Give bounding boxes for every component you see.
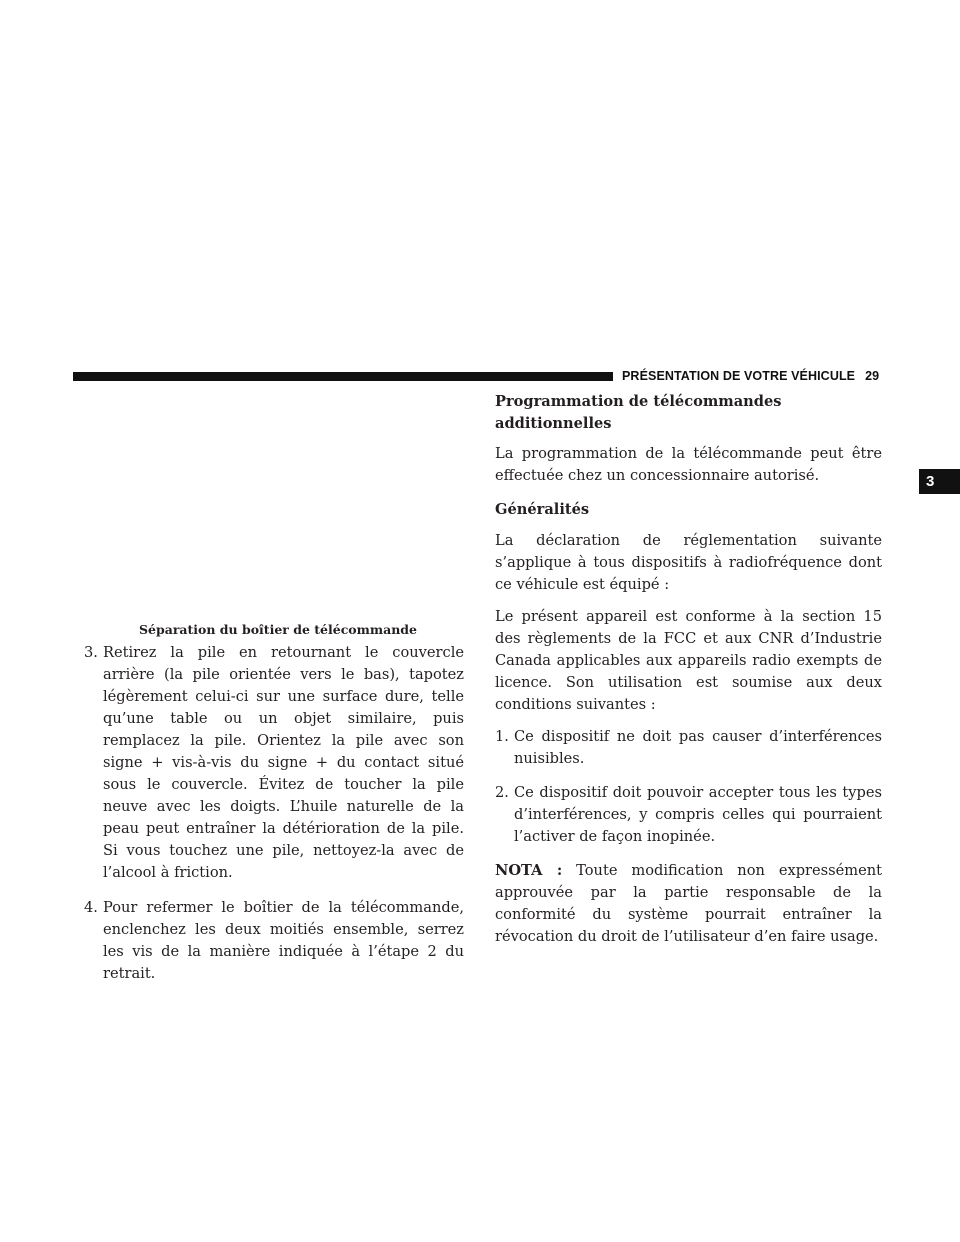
- header-rule: [73, 372, 613, 381]
- note-text: Toute modification non expressément approuvée par la partie responsable de la conformité du système pourrait entraîner la révocation du droit de l’utilisateur d’en faire usage.: [495, 862, 883, 945]
- paragraph: Le présent appareil est conforme à la section 15 des règlements de la FCC et aux CNR d’Industrie Canada applicables aux appareils radio exempts de licence. Son utilisation est soumise aux deux conditions suivantes :: [495, 608, 882, 713]
- list-item-text: Ce dispositif ne doit pas causer d’interférences nuisibles.: [514, 728, 882, 767]
- list-item: [84, 642, 464, 884]
- note-label: NOTA :: [495, 862, 563, 879]
- chapter-tab: 3: [919, 469, 960, 494]
- section-heading: Programmation de télécommandes additionnelles: [495, 393, 782, 432]
- section-heading: Généralités: [495, 501, 590, 518]
- paragraph: La programmation de la télécommande peut être effectuée chez un concessionnaire autorisé.: [495, 445, 882, 484]
- list-item-text: Pour refermer le boîtier de la télécommande, enclenchez les deux moitiés ensemble, serrez les vis de la manière indiquée à l’étape 2 du retrait.: [103, 899, 464, 982]
- running-header: [622, 368, 879, 384]
- left-column: [84, 622, 464, 985]
- paragraph: La déclaration de réglementation suivante s’applique à tous dispositifs à radiofréquence dont ce véhicule est équipé :: [495, 532, 882, 593]
- note-paragraph: [495, 860, 882, 948]
- header-title: PRÉSENTATION DE VOTRE VÉHICULE: [622, 369, 856, 383]
- list-item-text: Retirez la pile en retournant le couvercle arrière (la pile orientée vers le bas), tapotez légèrement celui-ci sur une surface dure, telle qu’une table ou un objet similaire, puis remplacez la pile. Orientez la pile avec son signe + vis-à-vis du signe + du contact situé sous le couvercle. Évitez de toucher la pile neuve avec les doigts. L’huile naturelle de la peau peut entraîner la détérioration de la pile. Si vous touchez une pile, nettoyez-la avec de l’alcool à friction.: [103, 644, 464, 881]
- figure-caption: Séparation du boîtier de télécommande: [139, 622, 417, 637]
- page-number: 29: [865, 369, 880, 383]
- list-item-number: 2.: [495, 784, 509, 801]
- list-item: [495, 726, 882, 770]
- list-item-number: 3.: [84, 644, 98, 661]
- list-item-number: 4.: [84, 899, 98, 916]
- list-item-text: Ce dispositif doit pouvoir accepter tous les types d’interférences, y compris celles qui pourraient l’activer de façon inopinée.: [514, 784, 882, 845]
- list-item: [84, 897, 464, 985]
- right-column: [495, 391, 882, 948]
- list-item: [495, 782, 882, 848]
- list-item-number: 1.: [495, 728, 509, 745]
